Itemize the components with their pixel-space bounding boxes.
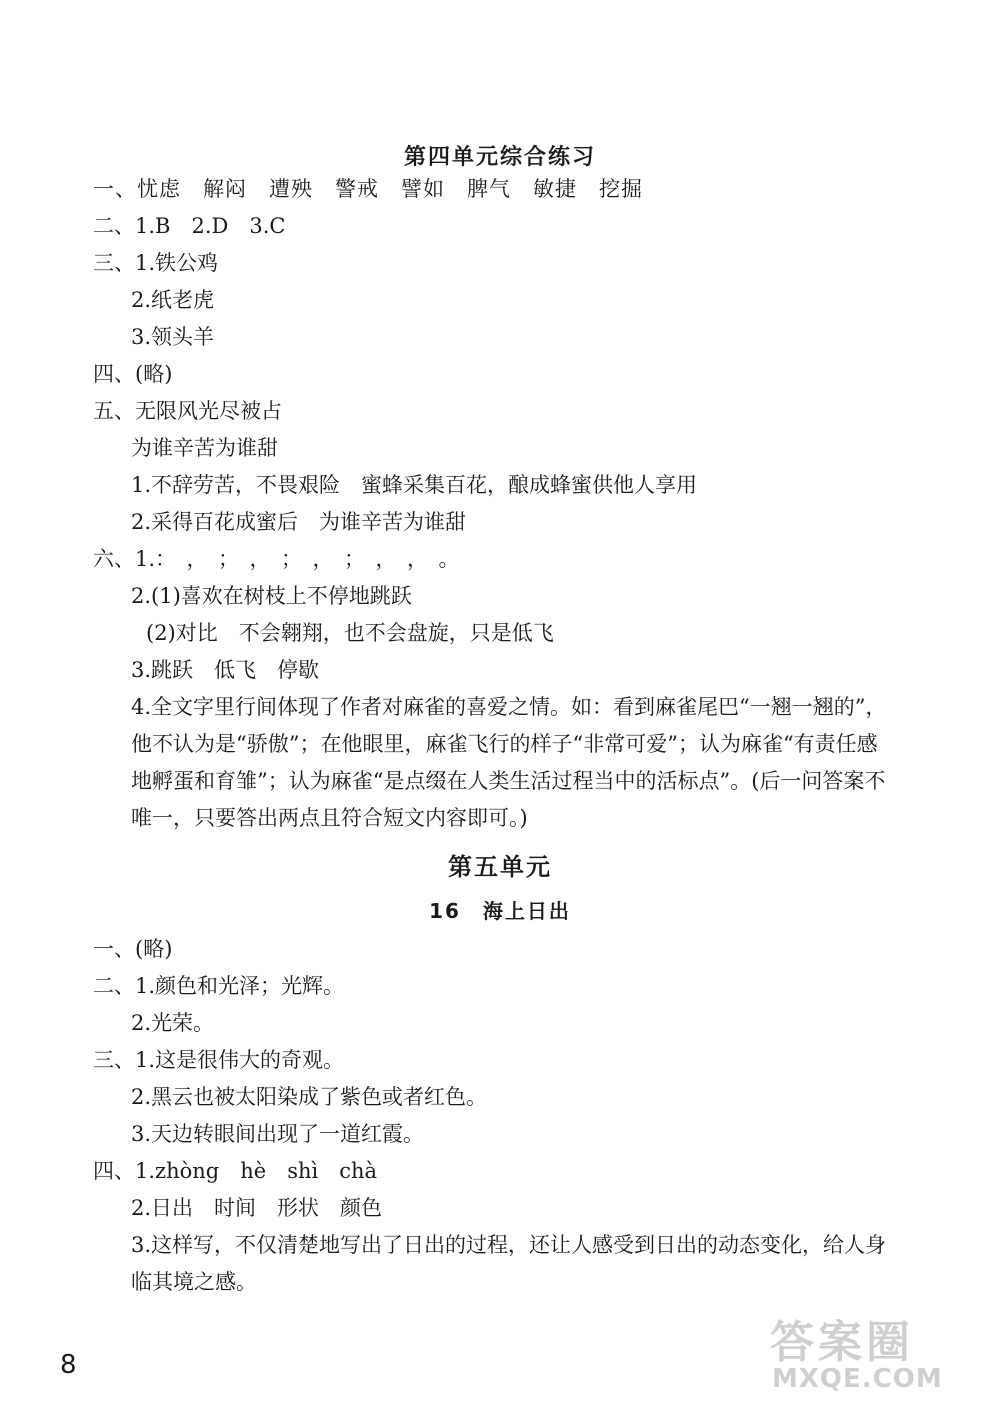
u5-line-3: 2.光荣。 bbox=[131, 1011, 215, 1035]
u5-line-4: 三、1.这是很伟大的奇观。 bbox=[93, 1048, 345, 1072]
u4-line-12: 2.(1)喜欢在树枝上不停地跳跃 bbox=[131, 584, 412, 608]
unit5-title: 第五单元 bbox=[448, 853, 552, 881]
u4-line-6: 四、(略) bbox=[93, 362, 173, 386]
u4-line-2: 二、1.B 2.D 3.C bbox=[93, 214, 286, 238]
u5-line-5: 2.黑云也被太阳染成了紫色或者红色。 bbox=[131, 1085, 488, 1109]
u4-line-11: 六、1.： ， ； ， ； ， ； ， ， 。 bbox=[93, 547, 460, 571]
u5-line-8: 2.日出 时间 形状 颜色 bbox=[131, 1196, 383, 1220]
lesson-title: 16 海上日出 bbox=[429, 899, 571, 923]
u5-line-7: 四、1.zhòng hè shì chà bbox=[93, 1159, 378, 1183]
u5-line-6: 3.天边转眼间出现了一道红霞。 bbox=[131, 1122, 425, 1146]
u5-line-1: 一、(略) bbox=[93, 937, 173, 961]
u5-line-2: 二、1.颜色和光泽；光辉。 bbox=[93, 974, 345, 998]
u4-line-1: 一、忧虑 解闷 遭殃 警戒 譬如 脾气 敏捷 挖掘 bbox=[93, 177, 643, 201]
u4-line-10: 2.采得百花成蜜后 为谁辛苦为谁甜 bbox=[131, 510, 467, 534]
u4-line-4: 2.纸老虎 bbox=[131, 288, 215, 312]
u4-line-3: 三、1.铁公鸡 bbox=[93, 251, 219, 275]
u4-line-7: 五、无限风光尽被占 bbox=[93, 399, 282, 423]
u4-line-9: 1.不辞劳苦，不畏艰险 蜜蜂采集百花，酿成蜂蜜供他人享用 bbox=[131, 473, 698, 497]
u4-line-14: 3.跳跃 低飞 停歇 bbox=[131, 658, 320, 682]
u4-line-13: (2)对比 不会翱翔，也不会盘旋，只是低飞 bbox=[146, 621, 554, 645]
u4-answer-paragraph: 4.全文字里行间体现了作者对麻雀的喜爱之情。如：看到麻雀尾巴“一翘一翘的”，他不认为是“骄傲”；在他眼里，麻雀飞行的样子“非常可爱”；认为麻雀“有责任感地孵蛋和育雏”；认为麻雀“是点缀在人类生活过程当中的活标点”。(后一问答案不唯一，只要答出两点且符合短文内容即可。) bbox=[131, 695, 887, 830]
page-number: 8 bbox=[60, 1350, 77, 1380]
watermark-logo-text: 答案圈 bbox=[770, 1317, 914, 1368]
u4-line-5: 3.领头羊 bbox=[131, 325, 215, 349]
site-watermark bbox=[770, 1306, 995, 1400]
u4-line-8: 为谁辛苦为谁甜 bbox=[131, 436, 278, 460]
watermark-url: MXQE.COM bbox=[772, 1364, 943, 1394]
u5-answer-paragraph: 3.这样写，不仅清楚地写出了日出的过程，还让人感受到日出的动态变化，给人身临其境之感。 bbox=[131, 1233, 887, 1294]
unit4-title: 第四单元综合练习 bbox=[403, 145, 596, 170]
